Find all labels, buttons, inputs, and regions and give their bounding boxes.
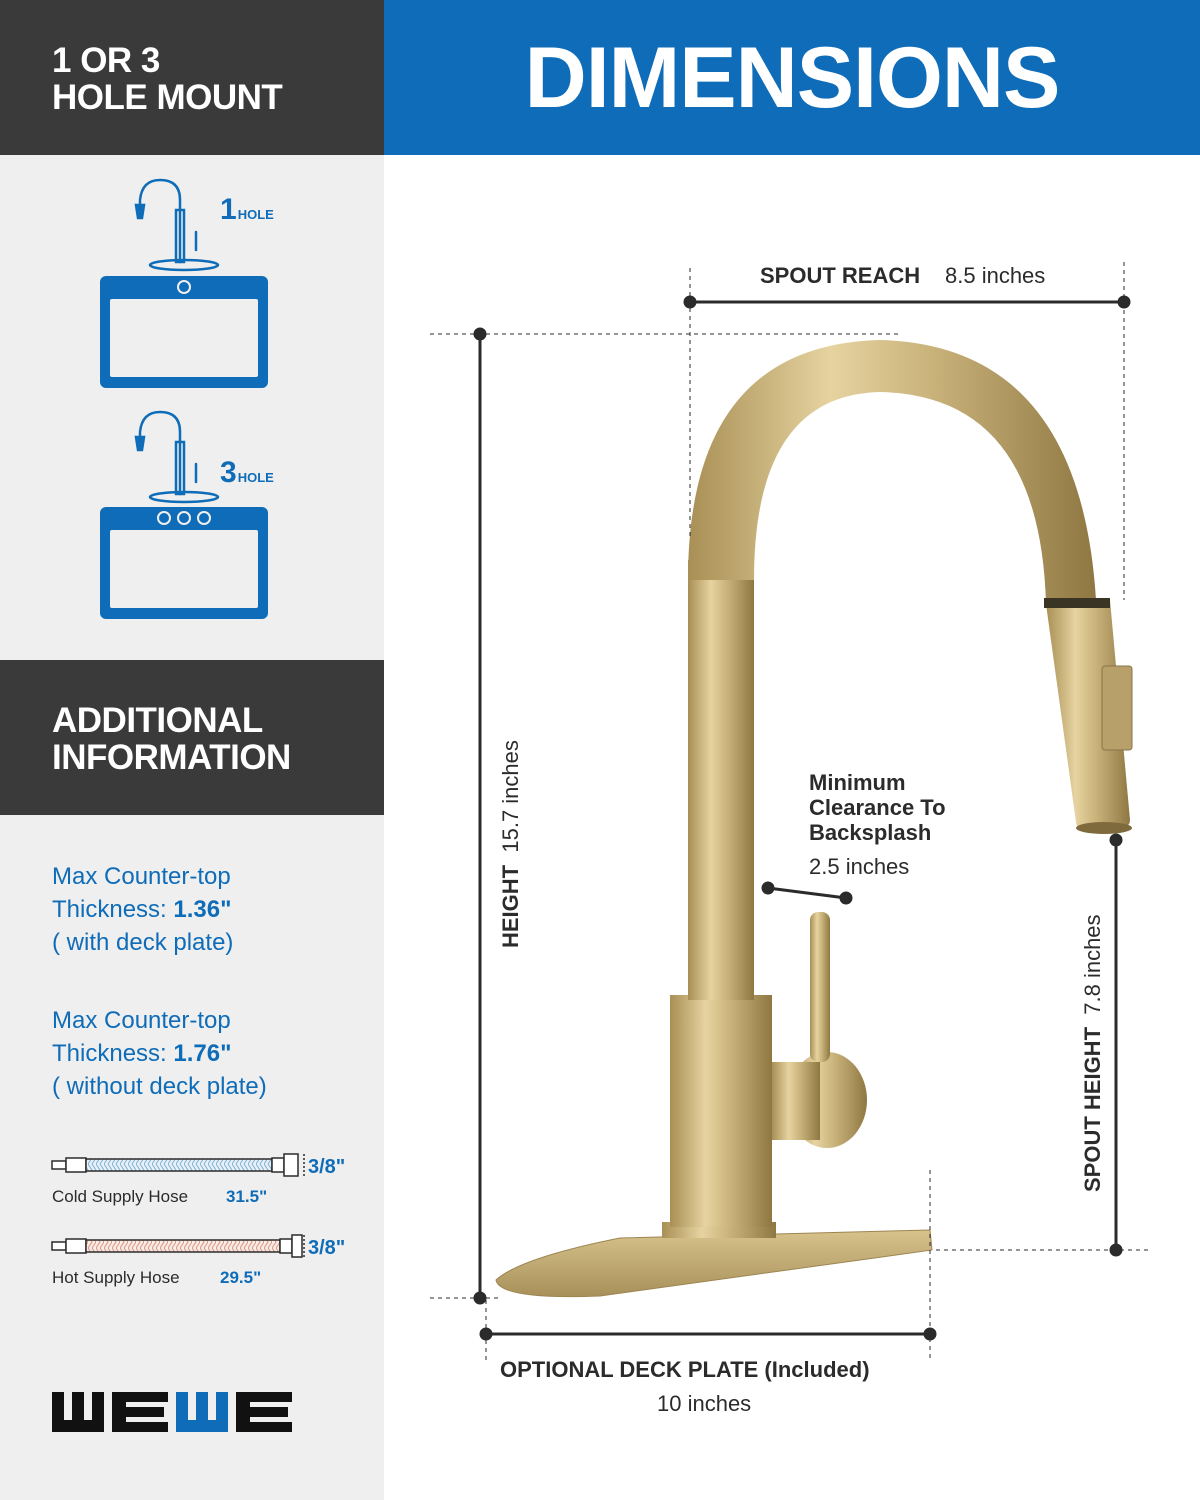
cold-hose-size: 3/8": [308, 1156, 346, 1178]
cold-hose-label: Cold Supply Hose: [52, 1187, 189, 1206]
height-value: 15.7 inches: [498, 740, 523, 853]
thickness-line-a: Max Counter-top: [52, 863, 231, 890]
hot-hose-length: 29.5": [220, 1268, 262, 1287]
thickness-value: 1.36": [173, 896, 232, 923]
faucet-body: [670, 995, 772, 1227]
deck-plate-value: 10 inches: [657, 1391, 752, 1416]
thickness-value: 1.76": [173, 1040, 232, 1067]
deck-plate-label: OPTIONAL DECK PLATE (Included): [500, 1357, 870, 1382]
thickness-line-b: Thickness: 1.36": [52, 896, 232, 923]
height-label: HEIGHT: [498, 864, 523, 948]
three-hole-number: 3: [220, 456, 236, 489]
mount-title-line1: 1 OR 3: [52, 41, 160, 80]
mount-title-line2: HOLE MOUNT: [52, 78, 283, 117]
clearance-value: 2.5 inches: [809, 854, 910, 879]
spout-reach-value: 8.5 inches: [945, 263, 1046, 288]
info-title-line2: INFORMATION: [52, 738, 291, 777]
spout-reach-label: SPOUT REACH: [760, 263, 921, 288]
thickness-line-a: Max Counter-top: [52, 1007, 231, 1034]
deck-plate: [496, 1230, 932, 1297]
info-title-line1: ADDITIONAL: [52, 701, 263, 740]
faucet-neck: [688, 560, 754, 1000]
spray-nozzle: [1076, 822, 1132, 834]
spray-button: [1102, 666, 1132, 750]
height-dimension-label: [498, 740, 524, 948]
spout-height-dimension-label: [1080, 914, 1106, 1192]
spout-height-label: SPOUT HEIGHT: [1080, 1026, 1105, 1192]
thickness-line-b: Thickness: 1.76": [52, 1040, 232, 1067]
hot-hose-size: 3/8": [308, 1237, 346, 1259]
hot-hose-label: Hot Supply Hose: [52, 1268, 180, 1287]
spray-head-band: [1044, 598, 1110, 608]
cold-hose-length: 31.5": [226, 1187, 268, 1206]
clearance-title: Minimum Clearance To Backsplash: [809, 770, 946, 845]
thickness-line-c: ( with deck plate): [52, 929, 234, 956]
handle-lever: [810, 912, 830, 1062]
spout-height-value: 7.8 inches: [1080, 914, 1105, 1015]
thickness-line-c: ( without deck plate): [52, 1073, 267, 1100]
page-title: DIMENSIONS: [524, 30, 1060, 126]
one-hole-number: 1: [220, 193, 236, 226]
one-hole-word: HOLE: [237, 207, 274, 222]
three-hole-word: HOLE: [237, 470, 274, 485]
faucet-spout-arc: [688, 340, 1096, 604]
